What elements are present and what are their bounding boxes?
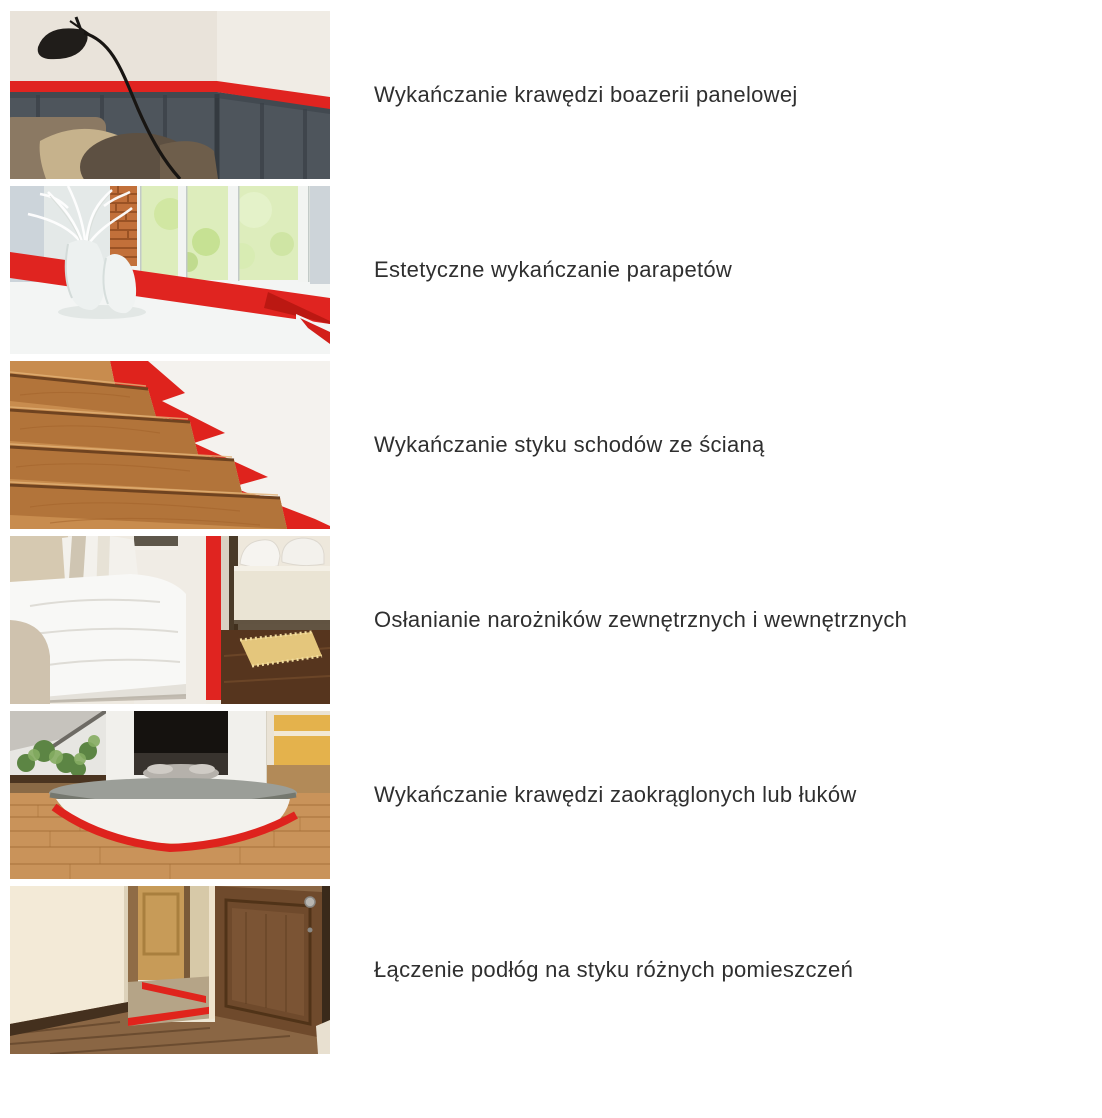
fireplace-illustration bbox=[10, 711, 330, 879]
photo-paneling-trim bbox=[10, 11, 330, 179]
usage-label: Osłanianie narożników zewnętrznych i wewnętrznych bbox=[374, 606, 908, 632]
usage-row bbox=[0, 532, 1102, 707]
photo-curved-edge bbox=[10, 711, 330, 879]
paneling-trim-illustration bbox=[10, 11, 330, 179]
photo-windowsill-trim bbox=[10, 186, 330, 354]
bedroom-corner-illustration bbox=[10, 536, 330, 704]
usage-row bbox=[0, 357, 1102, 532]
usage-label: Wykańczanie styku schodów ze ścianą bbox=[374, 431, 765, 457]
windowsill-illustration bbox=[10, 186, 330, 354]
usage-label: Wykańczanie krawędzi zaokrąglonych lub łuków bbox=[374, 781, 857, 807]
doorway-illustration bbox=[10, 886, 330, 1054]
photo-stairs-trim bbox=[10, 361, 330, 529]
stairs-illustration bbox=[10, 361, 330, 529]
usage-row bbox=[0, 182, 1102, 357]
usage-label: Łączenie podłóg na styku różnych pomieszczeń bbox=[374, 956, 854, 982]
usage-row bbox=[0, 707, 1102, 882]
usage-row bbox=[0, 882, 1102, 1057]
photo-corner-guard bbox=[10, 536, 330, 704]
photo-floor-joint bbox=[10, 886, 330, 1054]
usage-row bbox=[0, 7, 1102, 182]
usage-label: Wykańczanie krawędzi boazerii panelowej bbox=[374, 81, 798, 107]
usage-label: Estetyczne wykańczanie parapetów bbox=[374, 256, 733, 282]
